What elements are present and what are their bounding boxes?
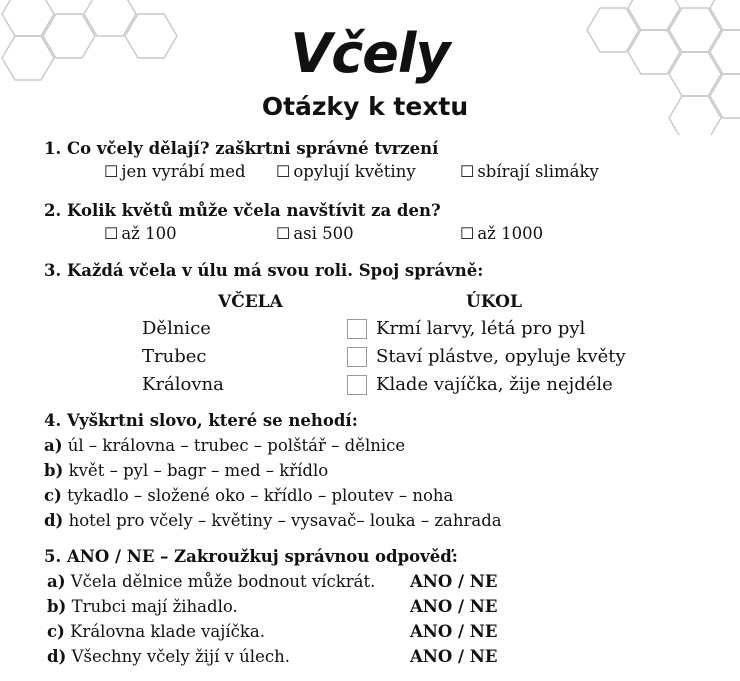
bee-role-worker: Dělnice [142, 318, 211, 339]
q5-answer-d[interactable]: ANO / NE [410, 647, 498, 666]
checkbox-icon[interactable]: ☐ [276, 224, 291, 243]
checkbox-icon[interactable]: ☐ [276, 162, 291, 181]
q2-option-3[interactable]: ☐ až 1000 [460, 224, 544, 243]
bee-role-drone: Trubec [142, 346, 207, 367]
q5-statement-a: a) Včela dělnice může bodnout víckrát. [47, 572, 376, 591]
q5-answer-b[interactable]: ANO / NE [410, 597, 498, 616]
match-box[interactable] [347, 347, 367, 367]
q5-answer-c[interactable]: ANO / NE [410, 622, 498, 641]
task-row-1: Krmí larvy, létá pro pyl [347, 318, 585, 339]
question-5: 5. ANO / NE – Zakroužkuj správnou odpověď: [44, 547, 458, 566]
q1-option-1[interactable]: ☐ jen vyrábí med [104, 162, 246, 181]
checkbox-icon[interactable]: ☐ [104, 224, 119, 243]
checkbox-icon[interactable]: ☐ [460, 224, 475, 243]
question-1: 1. Co včely dělají? zaškrtni správné tvrzení [44, 139, 439, 158]
q5-statement-b: b) Trubci mají žihadlo. [47, 597, 238, 616]
q5-statement-d: d) Všechny včely žijí v úlech. [47, 647, 290, 666]
page-title: Včely [290, 22, 450, 85]
q4-item-b[interactable]: b) květ – pyl – bagr – med – křídlo [44, 461, 329, 480]
q4-item-a[interactable]: a) úl – královna – trubec – polštář – dělnice [44, 436, 406, 455]
checkbox-icon[interactable]: ☐ [104, 162, 119, 181]
q2-option-1[interactable]: ☐ až 100 [104, 224, 177, 243]
page-subtitle: Otázky k textu [261, 92, 469, 121]
q1-option-3[interactable]: ☐ sbírají slimáky [460, 162, 599, 181]
task-row-2: Staví plástve, opyluje květy [347, 346, 626, 367]
match-box[interactable] [347, 375, 367, 395]
q4-item-d[interactable]: d) hotel pro včely – květiny – vysavač– louka – zahrada [44, 511, 502, 530]
column-header-bee: VČELA [218, 292, 283, 312]
checkbox-icon[interactable]: ☐ [460, 162, 475, 181]
bee-role-queen: Královna [142, 374, 224, 395]
q4-item-c[interactable]: c) tykadlo – složené oko – křídlo – ploutev – noha [44, 486, 454, 505]
task-row-3: Klade vajíčka, žije nejdéle [347, 374, 613, 395]
question-2: 2. Kolik květů může včela navštívit za den? [44, 201, 441, 220]
question-3: 3. Každá včela v úlu má svou roli. Spoj správně: [44, 261, 484, 280]
match-box[interactable] [347, 319, 367, 339]
column-header-task: ÚKOL [466, 292, 522, 312]
question-4: 4. Vyškrtni slovo, které se nehodí: [44, 411, 358, 430]
q2-option-2[interactable]: ☐ asi 500 [276, 224, 354, 243]
q1-option-2[interactable]: ☐ opylují květiny [276, 162, 416, 181]
q5-answer-a[interactable]: ANO / NE [410, 572, 498, 591]
q5-statement-c: c) Královna klade vajíčka. [47, 622, 265, 641]
